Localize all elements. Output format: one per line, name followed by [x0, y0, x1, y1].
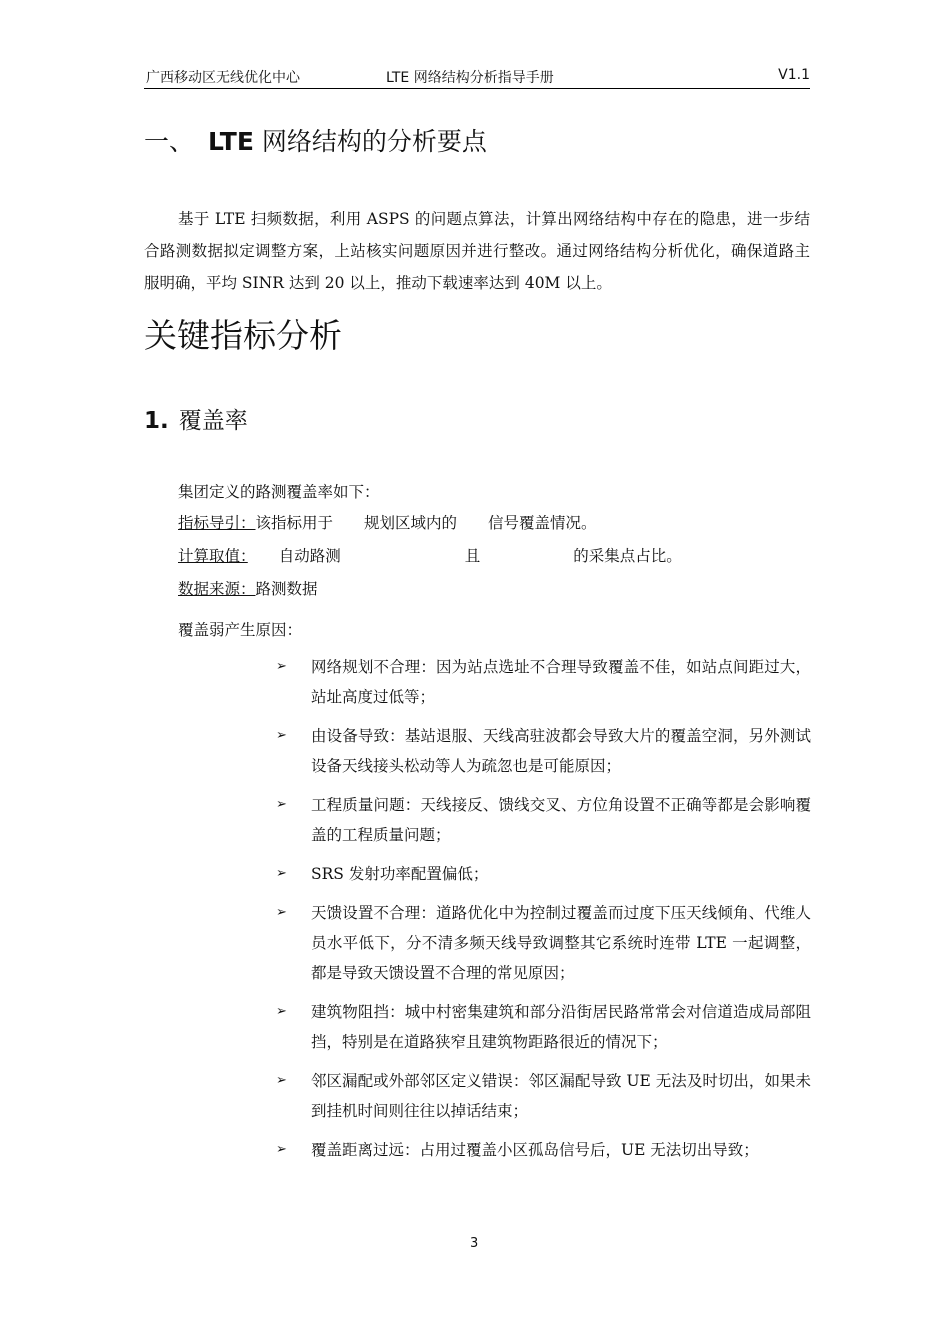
- guide-text: 该指标用于 规划区域内的 信号覆盖情况。: [255, 514, 597, 532]
- bullet-arrow-icon: ➢: [276, 1004, 287, 1019]
- heading-coverage: [144, 402, 248, 435]
- bullet-arrow-icon: ➢: [276, 728, 287, 743]
- list-item-text: 邻区漏配或外部邻区定义错误：邻区漏配导致 UE 无法及时切出，如果未到挂机时间则往往以掉话结束；: [311, 1072, 811, 1120]
- list-item: [276, 1135, 811, 1165]
- bullet-arrow-icon: ➢: [276, 866, 287, 881]
- list-item: [276, 898, 811, 988]
- source-text: 路测数据: [255, 580, 318, 598]
- section-number: 一、: [144, 127, 195, 156]
- guide-label: 指标导引：: [178, 514, 256, 532]
- list-item-text: 由设备导致：基站退服、天线高驻波都会导致大片的覆盖空洞，另外测试设备天线接头松动等人为疏忽也是可能原因；: [311, 727, 811, 775]
- list-item: [276, 790, 811, 850]
- intro-paragraph: 基于 LTE 扫频数据，利用 ASPS 的问题点算法，计算出网络结构中存在的隐患，进一步结合路测数据拟定调整方案，上站核实问题原因并进行整改。通过网络结构分析优化，确保道路主服明确，平均 SINR 达到 20 以上，推动下载速率达到 40M 以上。: [144, 210, 810, 292]
- list-item-text: 覆盖距离过远：占用过覆盖小区孤岛信号后，UE 无法切出导致；: [311, 1141, 759, 1159]
- bullet-arrow-icon: ➢: [276, 1073, 287, 1088]
- list-item-text: 网络规划不合理：因为站点选址不合理导致覆盖不佳，如站点间距过大，站址高度过低等；: [311, 658, 811, 706]
- causes-list: [276, 652, 811, 1174]
- section-title-bold: LTE: [208, 127, 254, 156]
- list-item-text: 工程质量问题：天线接反、馈线交叉、方位角设置不正确等都是会影响覆盖的工程质量问题；: [311, 796, 811, 844]
- list-item: [276, 859, 811, 889]
- calc-value: [178, 544, 682, 566]
- heading-title: 覆盖率: [178, 408, 248, 434]
- bullet-arrow-icon: ➢: [276, 659, 287, 674]
- page-number: 3: [470, 1236, 479, 1251]
- data-source: [178, 577, 318, 599]
- list-item-text: SRS 发射功率配置偏低；: [311, 865, 489, 883]
- header-doc-title: LTE 网络结构分析指导手册: [386, 70, 554, 86]
- indicator-guide: [178, 511, 597, 533]
- causes-intro: 覆盖弱产生原因：: [178, 621, 303, 639]
- calc-label: 计算取值：: [178, 547, 248, 565]
- section-heading-1: [144, 122, 487, 158]
- page-header: [144, 62, 810, 89]
- calc-text: 自动路测 且 的采集点占比。: [247, 547, 682, 565]
- section-title: 网络结构的分析要点: [253, 127, 487, 156]
- heading-key-indicators: 关键指标分析: [144, 316, 342, 355]
- source-label: 数据来源：: [178, 580, 256, 598]
- bullet-arrow-icon: ➢: [276, 797, 287, 812]
- list-item-text: 建筑物阻挡：城中村密集建筑和部分沿街居民路常常会对信道造成局部阻挡，特别是在道路狭窄且建筑物距路很近的情况下；: [311, 1003, 811, 1051]
- bullet-arrow-icon: ➢: [276, 1142, 287, 1157]
- header-org: 广西移动区无线优化中心: [146, 70, 300, 86]
- list-item: [276, 997, 811, 1057]
- list-item-text: 天馈设置不合理：道路优化中为控制过覆盖而过度下压天线倾角、代维人员水平低下，分不清多频天线导致调整其它系统时连带 LTE 一起调整，都是导致天馈设置不合理的常见原因；: [311, 904, 811, 982]
- bullet-arrow-icon: ➢: [276, 905, 287, 920]
- heading-number: 1.: [144, 408, 169, 434]
- list-item: [276, 721, 811, 781]
- list-item: [276, 652, 811, 712]
- header-version: V1.1: [778, 67, 810, 83]
- definition-intro: 集团定义的路测覆盖率如下：: [178, 483, 380, 501]
- list-item: [276, 1066, 811, 1126]
